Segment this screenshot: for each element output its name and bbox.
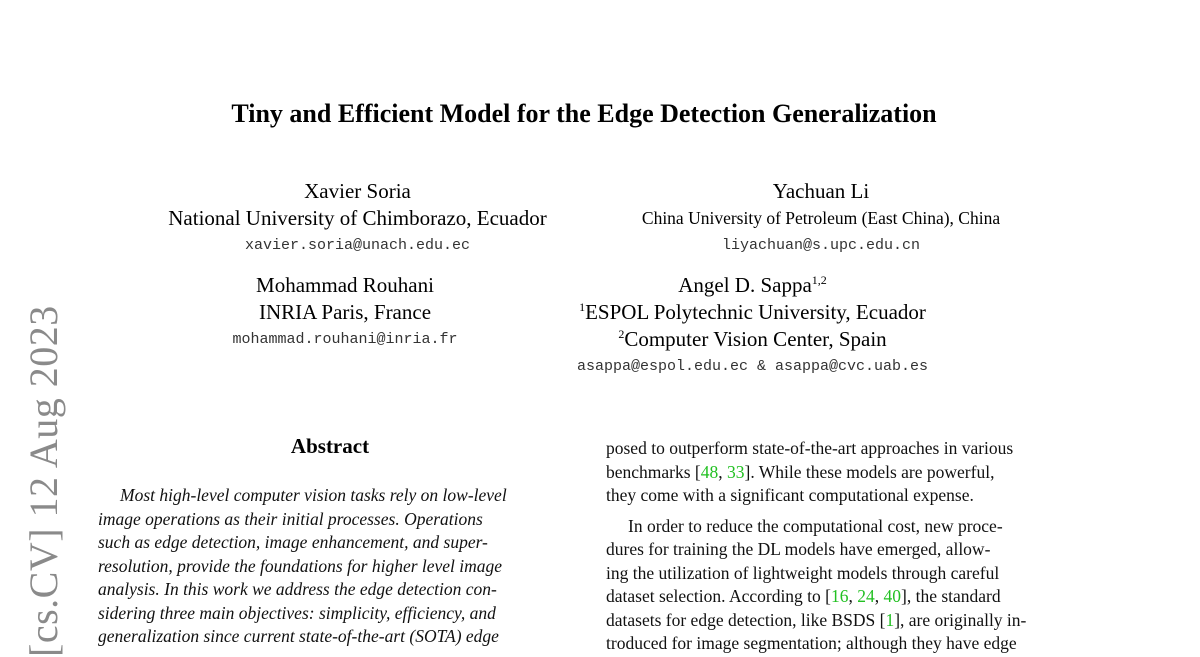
citation-link[interactable]: 33 (727, 461, 745, 482)
author-affiliation: National University of Chimborazo, Ecuador (168, 206, 547, 230)
arxiv-side-stamp (20, 297, 70, 657)
author-block-4 (520, 272, 985, 379)
author-block-1 (140, 178, 575, 258)
citation-link[interactable]: 48 (700, 461, 719, 482)
author-affiliation: INRIA Paris, France (258, 300, 432, 324)
text-line: generalization since current state-of-the-art (SOTA) edge (98, 626, 499, 646)
author-name: Angel D. Sappa (678, 273, 812, 297)
author-email[interactable]: mohammad.rouhani@inria.fr (232, 331, 458, 348)
text-line: posed to outperform state-of-the-art approaches in various (606, 438, 1014, 458)
author-email[interactable]: liyachuan@s.upc.edu.cn (721, 237, 921, 254)
author-affiliation-2 (520, 326, 985, 353)
body-text-right-column (606, 437, 1069, 656)
text-line (606, 461, 1069, 485)
text-span: , (874, 586, 884, 606)
author-superscript: 1,2 (811, 273, 827, 287)
affiliation-marker: 1 (579, 300, 586, 314)
citation-link[interactable]: 40 (883, 586, 901, 606)
author-name: Xavier Soria (304, 179, 411, 203)
text-line: analysis. In this work we address the edge detection con- (98, 579, 497, 599)
abstract-body (98, 484, 562, 649)
abstract-heading: Abstract (290, 434, 370, 458)
text-span: , (848, 586, 858, 606)
paper-title: Tiny and Efficient Model for the Edge Detection Generalization (231, 99, 937, 128)
author-email[interactable]: xavier.soria@unach.edu.ec (244, 237, 471, 254)
text-line: they come with a significant computational expense. (606, 485, 974, 505)
text-span: ], are originally in- (894, 609, 1027, 630)
author-name: Yachuan Li (772, 179, 870, 203)
text-line (606, 609, 1069, 633)
arxiv-identifier: [cs.CV] 12 Aug 2023 (21, 305, 66, 657)
text-span: datasets for edge detection, like BSDS [ (606, 609, 886, 630)
text-line: image operations as their initial processes. Operations (98, 508, 483, 529)
text-line: resolution, provide the foundations for higher level image (98, 555, 503, 576)
author-affiliation-1 (520, 299, 985, 326)
text-line: sidering three main objectives: simplicity, efficiency, and (98, 602, 496, 623)
author-name: Mohammad Rouhani (256, 273, 434, 297)
text-line: In order to reduce the computational cost, new proce- (628, 515, 1003, 536)
author-name-line (520, 272, 985, 299)
text-line: Most high-level computer vision tasks rely on low-level (120, 485, 507, 505)
author-email[interactable]: asappa@espol.edu.ec & asappa@cvc.uab.es (576, 358, 929, 375)
author-affiliation: China University of Petroleum (East China), China (641, 208, 1001, 228)
text-span: ], the standard (901, 586, 1001, 606)
citation-link[interactable]: 16 (831, 586, 849, 606)
affiliation-marker: 2 (618, 327, 625, 341)
citation-link[interactable]: 1 (885, 609, 895, 630)
text-line: troduced for image segmentation; although they have edge (606, 633, 1017, 653)
text-line (606, 585, 1069, 609)
text-line: such as edge detection, image enhancement, and super- (98, 532, 488, 552)
affiliation-text: Computer Vision Center, Spain (624, 327, 887, 351)
text-span: dataset selection. According to [ (606, 586, 831, 606)
text-span: , (718, 461, 728, 482)
affiliation-text: ESPOL Polytechnic University, Ecuador (585, 300, 926, 324)
text-line: ing the utilization of lightweight models through careful (606, 562, 1000, 583)
text-span: ]. While these models are powerful, (744, 461, 995, 482)
text-line: dures for training the DL models have emerged, allow- (606, 539, 991, 559)
author-block-3 (190, 272, 500, 352)
citation-link[interactable]: 24 (857, 586, 875, 606)
author-block-2 (606, 178, 1036, 258)
text-span: benchmarks [ (606, 461, 701, 482)
